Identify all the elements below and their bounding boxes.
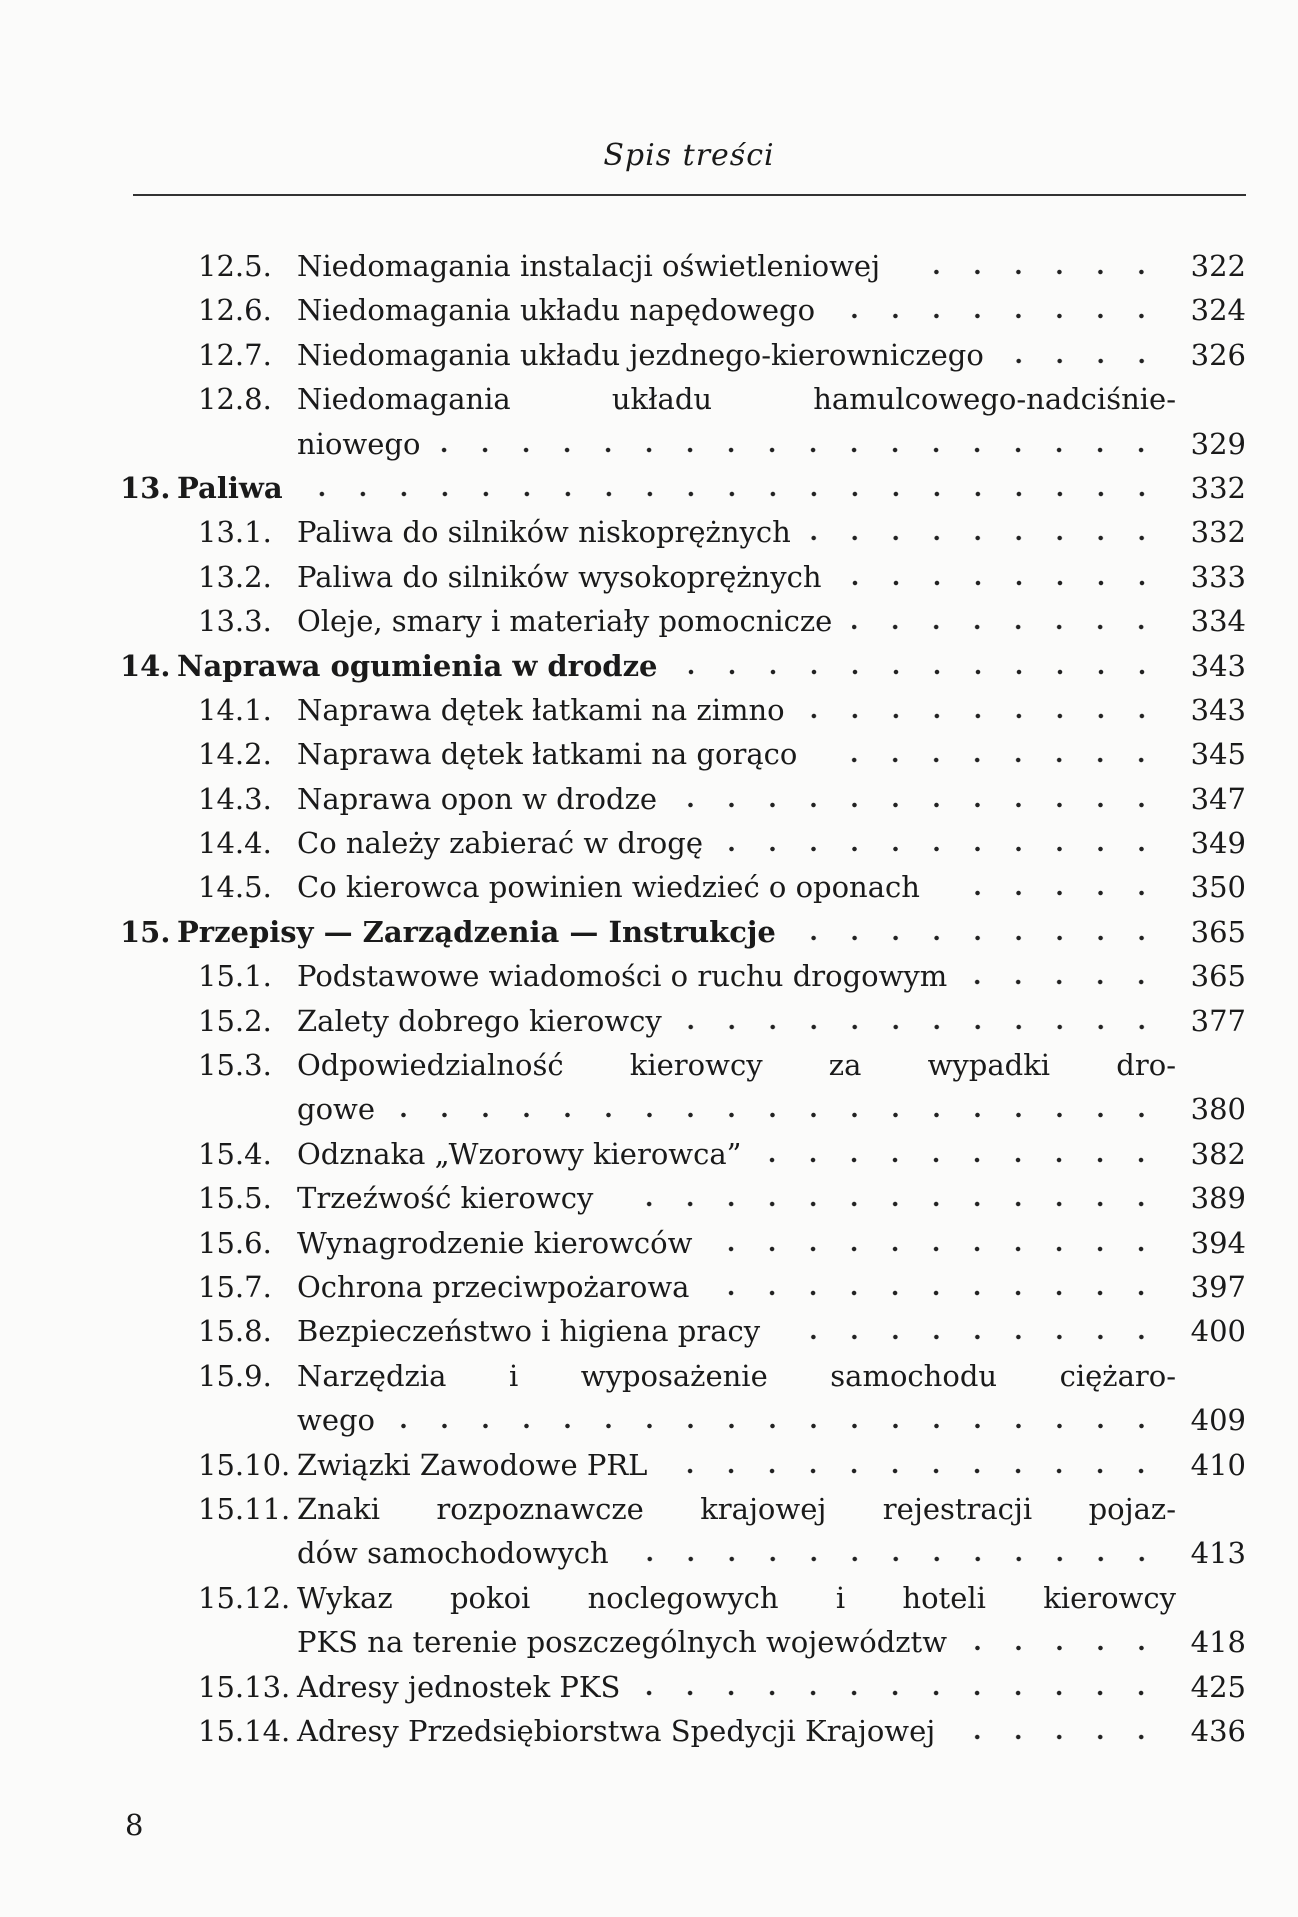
entry-title: Wykaz pokoi noclegowych i hoteli kierowcy bbox=[297, 1580, 1176, 1615]
dot-leader bbox=[805, 712, 1162, 720]
toc-entry bbox=[120, 1309, 1246, 1353]
toc-entry bbox=[120, 865, 1246, 909]
header-rule bbox=[133, 194, 1246, 196]
dot-leader bbox=[811, 534, 1162, 542]
entry-title: Naprawa ogumienia w drodze bbox=[177, 648, 658, 683]
dot-leader bbox=[723, 845, 1162, 853]
toc-entry bbox=[120, 244, 1246, 288]
entry-page: 329 bbox=[1190, 426, 1246, 461]
entry-title: dów samochodowych bbox=[297, 1536, 609, 1571]
entry-number: 14.3. bbox=[198, 781, 272, 816]
dot-leader bbox=[678, 668, 1163, 676]
toc-entry bbox=[120, 910, 1246, 954]
entry-title: Narzędzia i wyposażenie samochodu ciężaro- bbox=[297, 1358, 1176, 1393]
entry-number: 13. bbox=[120, 470, 171, 505]
toc-entry bbox=[120, 777, 1246, 821]
toc-entry bbox=[120, 333, 1246, 377]
entry-page: 389 bbox=[1190, 1181, 1246, 1216]
toc-entry bbox=[120, 1132, 1246, 1176]
entry-number: 12.6. bbox=[198, 293, 272, 328]
entry-title: Odznaka „Wzorowy kierowca” bbox=[297, 1136, 742, 1171]
entry-title: Co kierowca powinien wiedzieć o oponach bbox=[297, 870, 920, 905]
dot-leader bbox=[940, 889, 1162, 897]
entry-page: 418 bbox=[1190, 1625, 1246, 1660]
entry-title: wego bbox=[297, 1403, 376, 1438]
toc-entry bbox=[120, 1531, 1246, 1575]
dot-leader bbox=[682, 1023, 1162, 1031]
entry-page: 343 bbox=[1190, 648, 1246, 683]
entry-number: 15. bbox=[120, 914, 171, 949]
entry-number: 15.2. bbox=[198, 1003, 272, 1038]
entry-page: 425 bbox=[1190, 1669, 1246, 1704]
toc-entry bbox=[120, 1665, 1246, 1709]
entry-number: 15.11. bbox=[198, 1491, 291, 1526]
toc-entry bbox=[120, 1487, 1246, 1531]
entry-page: 332 bbox=[1190, 515, 1246, 550]
toc-entry bbox=[120, 422, 1246, 466]
entry-title: gowe bbox=[297, 1092, 376, 1127]
entry-number: 15.14. bbox=[198, 1713, 291, 1748]
entry-number: 15.6. bbox=[198, 1225, 272, 1260]
entry-page: 349 bbox=[1190, 826, 1246, 861]
toc-entry bbox=[120, 466, 1246, 510]
entry-title: Podstawowe wiadomości o ruchu drogowym bbox=[297, 959, 948, 994]
dot-leader bbox=[817, 756, 1162, 764]
entry-page: 410 bbox=[1190, 1447, 1246, 1482]
entry-page: 347 bbox=[1190, 781, 1246, 816]
entry-title: Niedomagania układu jezdnego-kierowniczego bbox=[297, 337, 984, 372]
entry-number: 14.5. bbox=[198, 870, 272, 905]
entry-title: Niedomagania instalacji oświetleniowej bbox=[297, 249, 881, 283]
entry-page: 436 bbox=[1190, 1713, 1246, 1748]
toc-entry bbox=[120, 1087, 1246, 1131]
entry-title: Oleje, smary i materiały pomocnicze bbox=[297, 604, 833, 639]
toc-entry bbox=[120, 377, 1246, 421]
entry-title: Naprawa opon w drodze bbox=[297, 781, 658, 816]
toc-entry bbox=[120, 1043, 1246, 1087]
dot-leader bbox=[955, 1733, 1162, 1741]
entry-title: Przepisy — Zarządzenia — Instrukcje bbox=[177, 914, 776, 949]
entry-title: Adresy jednostek PKS bbox=[297, 1669, 621, 1704]
entry-title: Trzeźwość kierowcy bbox=[297, 1181, 594, 1216]
toc-entry bbox=[120, 599, 1246, 643]
toc-entry bbox=[120, 999, 1246, 1043]
page-number: 8 bbox=[125, 1808, 144, 1842]
table-of-contents bbox=[120, 244, 1246, 1753]
toc-entry bbox=[120, 821, 1246, 865]
entry-title: Adresy Przedsiębiorstwa Spedycji Krajowej bbox=[297, 1713, 936, 1748]
entry-title: Wynagrodzenie kierowców bbox=[297, 1225, 693, 1260]
entry-number: 12.7. bbox=[198, 337, 272, 372]
entry-number: 15.1. bbox=[198, 959, 272, 994]
toc-entry bbox=[120, 1576, 1246, 1620]
toc-entry bbox=[120, 732, 1246, 776]
entry-title: Znaki rozpoznawcze krajowej rejestracji pojaz- bbox=[297, 1491, 1176, 1526]
entry-number: 14. bbox=[120, 648, 171, 683]
dot-leader bbox=[852, 623, 1162, 631]
entry-title: Ochrona przeciwpożarowa bbox=[297, 1269, 690, 1304]
dot-leader bbox=[796, 934, 1162, 942]
entry-page: 397 bbox=[1190, 1269, 1246, 1304]
entry-page: 350 bbox=[1190, 870, 1246, 905]
entry-number: 15.4. bbox=[198, 1136, 272, 1171]
entry-page: 333 bbox=[1190, 559, 1246, 594]
dot-leader bbox=[395, 1111, 1162, 1119]
entry-title: Naprawa dętek łatkami na gorąco bbox=[297, 737, 798, 772]
entry-page: 322 bbox=[1190, 249, 1246, 283]
entry-page: 324 bbox=[1190, 293, 1246, 328]
entry-title: Paliwa bbox=[177, 470, 283, 505]
entry-title: Zalety dobrego kierowcy bbox=[297, 1003, 662, 1038]
entry-page: 365 bbox=[1190, 914, 1246, 949]
dot-leader bbox=[629, 1555, 1162, 1563]
entry-page: 334 bbox=[1190, 604, 1246, 639]
toc-entry bbox=[120, 1265, 1246, 1309]
toc-entry bbox=[120, 644, 1246, 688]
entry-number: 12.8. bbox=[198, 382, 272, 417]
entry-title: Paliwa do silników wysokoprężnych bbox=[297, 559, 822, 594]
entry-title: Bezpieczeństwo i higiena pracy bbox=[297, 1314, 761, 1349]
entry-number: 15.12. bbox=[198, 1580, 291, 1615]
entry-title: Niedomagania układu hamulcowego-nadciśnie- bbox=[297, 382, 1176, 417]
dot-leader bbox=[967, 978, 1162, 986]
entry-number: 15.3. bbox=[198, 1048, 272, 1083]
entry-number: 15.5. bbox=[198, 1181, 272, 1216]
dot-leader bbox=[303, 490, 1162, 498]
toc-entry bbox=[120, 1221, 1246, 1265]
toc-entry bbox=[120, 288, 1246, 332]
entry-number: 12.5. bbox=[198, 249, 272, 283]
toc-entry bbox=[120, 688, 1246, 732]
dot-leader bbox=[761, 1156, 1162, 1164]
entry-number: 13.2. bbox=[198, 559, 272, 594]
toc-entry bbox=[120, 1620, 1246, 1664]
entry-title: Odpowiedzialność kierowcy za wypadki dro- bbox=[297, 1048, 1176, 1083]
dot-leader bbox=[667, 1467, 1162, 1475]
entry-title: Niedomagania układu napędowego bbox=[297, 293, 816, 328]
entry-page: 382 bbox=[1190, 1136, 1246, 1171]
dot-leader bbox=[842, 579, 1162, 587]
dot-leader bbox=[712, 1245, 1162, 1253]
running-header: Spis treści bbox=[603, 138, 775, 173]
dot-leader bbox=[835, 312, 1162, 320]
entry-title: PKS na terenie poszczególnych województw bbox=[297, 1625, 948, 1660]
toc-entry bbox=[120, 1354, 1246, 1398]
dot-leader bbox=[709, 1289, 1162, 1297]
entry-title: Paliwa do silników niskoprężnych bbox=[297, 515, 791, 550]
toc-entry bbox=[120, 555, 1246, 599]
toc-entry bbox=[120, 1398, 1246, 1442]
toc-entry bbox=[120, 510, 1246, 554]
entry-page: 365 bbox=[1190, 959, 1246, 994]
entry-page: 377 bbox=[1190, 1003, 1246, 1038]
dot-leader bbox=[440, 446, 1162, 454]
dot-leader bbox=[900, 268, 1162, 276]
toc-entry bbox=[120, 1443, 1246, 1487]
entry-number: 15.8. bbox=[198, 1314, 272, 1349]
entry-title: Co należy zabierać w drogę bbox=[297, 826, 703, 861]
entry-page: 409 bbox=[1190, 1403, 1246, 1438]
entry-number: 13.3. bbox=[198, 604, 272, 639]
entry-number: 15.13. bbox=[198, 1669, 291, 1704]
entry-page: 413 bbox=[1190, 1536, 1246, 1571]
entry-number: 15.10. bbox=[198, 1447, 291, 1482]
dot-leader bbox=[677, 801, 1162, 809]
toc-entry bbox=[120, 1709, 1246, 1753]
entry-number: 14.1. bbox=[198, 692, 272, 727]
entry-page: 326 bbox=[1190, 337, 1246, 372]
dot-leader bbox=[613, 1200, 1162, 1208]
entry-page: 394 bbox=[1190, 1225, 1246, 1260]
entry-number: 15.9. bbox=[198, 1358, 272, 1393]
toc-entry bbox=[120, 1176, 1246, 1220]
entry-page: 343 bbox=[1190, 692, 1246, 727]
dot-leader bbox=[640, 1689, 1162, 1697]
dot-leader bbox=[395, 1422, 1162, 1430]
dot-leader bbox=[1004, 357, 1162, 365]
entry-page: 380 bbox=[1190, 1092, 1246, 1127]
entry-title: niowego bbox=[297, 426, 421, 461]
entry-title: Naprawa dętek łatkami na zimno bbox=[297, 692, 785, 727]
entry-number: 13.1. bbox=[198, 515, 272, 550]
entry-title: Związki Zawodowe PRL bbox=[297, 1447, 648, 1482]
entry-page: 345 bbox=[1190, 737, 1246, 772]
entry-page: 332 bbox=[1190, 470, 1246, 505]
dot-leader bbox=[780, 1333, 1162, 1341]
toc-entry bbox=[120, 954, 1246, 998]
entry-page: 400 bbox=[1190, 1314, 1246, 1349]
entry-number: 14.2. bbox=[198, 737, 272, 772]
entry-number: 15.7. bbox=[198, 1269, 272, 1304]
entry-number: 14.4. bbox=[198, 826, 272, 861]
dot-leader bbox=[967, 1644, 1162, 1652]
